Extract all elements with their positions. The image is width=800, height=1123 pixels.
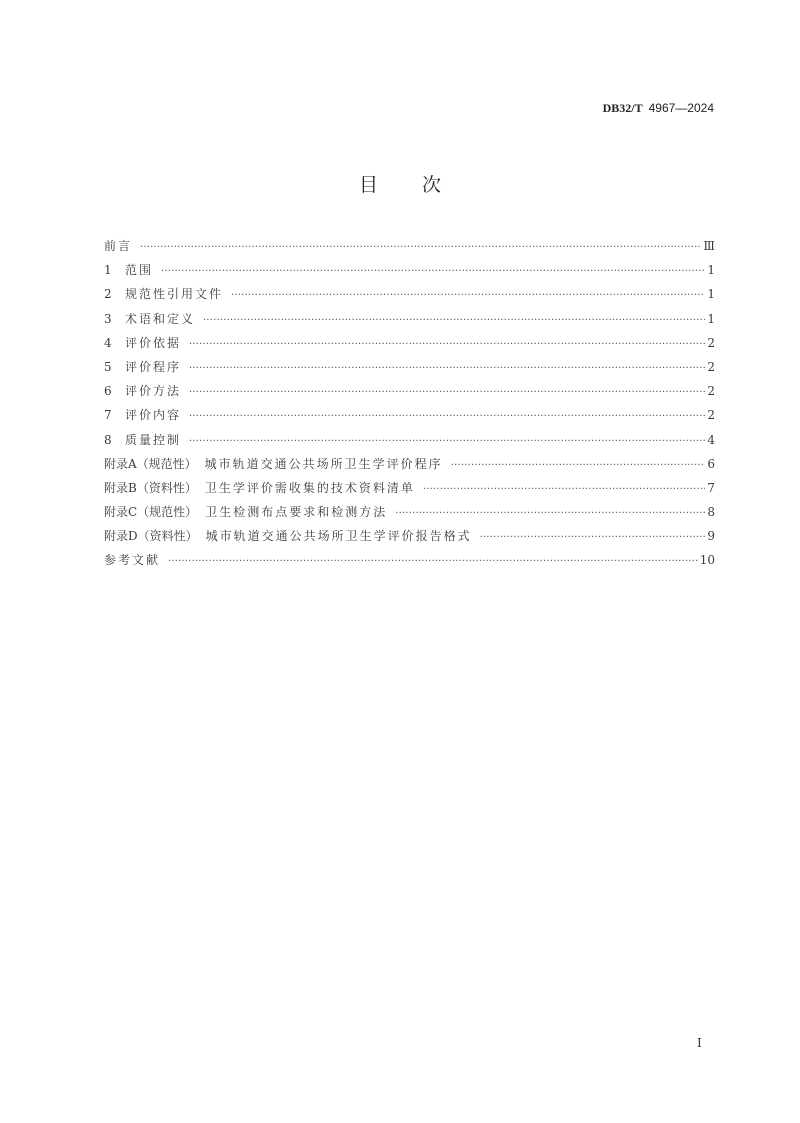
toc-entry-appendix-a[interactable] [104,452,715,476]
toc-entry-text: 评价内容 [125,408,182,423]
toc-entry-label [104,258,153,282]
toc-entry-label [104,476,415,500]
toc-entry-number: 7 [104,408,112,423]
toc-entry-number: 1 [104,263,112,278]
appendix-title: 城市轨道交通公共场所卫生学评价报告格式 [205,529,472,544]
toc-entry-appendix-b[interactable] [104,476,715,500]
toc-entry-page: 2 [707,335,715,350]
page-title [0,170,800,197]
toc-entry-page: 2 [707,408,715,423]
toc-entry-number: 6 [104,384,112,399]
toc-entry-page: 1 [707,263,715,278]
toc-entry-text: 术语和定义 [125,311,196,326]
toc-entry-label: 前言 [104,239,133,253]
document-code [603,101,714,116]
page-number: Ⅰ [697,1036,702,1050]
toc-entry-label [104,282,223,306]
appendix-title: 城市轨道交通公共场所卫生学评价程序 [204,456,443,471]
toc-entry-section-5[interactable] [104,355,715,379]
toc-entry-section-7[interactable] [104,403,715,427]
dot-leader [203,309,705,333]
toc-entry-page: 4 [707,432,715,447]
toc-entry-text: 评价程序 [125,359,182,374]
toc-entry-page: 9 [707,529,715,544]
document-code-number: 4967—2024 [648,101,714,115]
dot-leader [189,381,705,405]
toc-entry-references[interactable] [104,548,715,572]
toc-entry-number: 5 [104,359,112,374]
dot-leader [168,550,698,574]
dot-leader [189,405,705,429]
toc-entry-page: 2 [707,384,715,399]
dot-leader [189,430,705,454]
toc-entry-text: 规范性引用文件 [125,287,224,302]
toc-entry-text: 评价方法 [125,384,182,399]
dot-leader [140,236,701,260]
toc-entry-section-4[interactable] [104,331,715,355]
toc-entry-label [104,428,181,452]
toc-entry-number: 2 [104,287,112,302]
dot-leader [189,333,705,357]
dot-leader [189,357,705,381]
dot-leader [480,526,706,550]
toc-entry-section-3[interactable] [104,307,715,331]
toc-entry-label [104,524,472,548]
toc-entry-page: 1 [707,311,715,326]
toc-entry-foreword[interactable] [104,234,715,258]
toc-entry-number: 8 [104,432,112,447]
toc-entry-page: 6 [707,456,715,471]
toc-entry-section-6[interactable] [104,379,715,403]
dot-leader [423,478,706,502]
toc-entry-label [104,452,443,476]
toc-entry-text: 范围 [125,263,154,278]
toc-entry-page: Ⅲ [703,239,715,253]
toc-entry-section-2[interactable] [104,282,715,306]
toc-entry-page: 1 [707,287,715,302]
page-title-char-1: 目 [358,174,378,196]
toc-entry-page: 10 [699,553,715,568]
toc-entry-section-8[interactable] [104,428,715,452]
toc-entry-page: 2 [707,359,715,374]
appendix-title: 卫生检测布点要求和检测方法 [205,505,388,520]
dot-leader [451,454,706,478]
toc-entry-label [104,331,181,355]
toc-entry-text: 评价依据 [125,335,182,350]
appendix-title: 卫生学评价需收集的技术资料清单 [204,480,415,495]
dot-leader [161,260,705,284]
toc-entry-page: 8 [707,505,715,520]
toc-entry-appendix-d[interactable] [104,524,715,548]
table-of-contents [104,234,715,573]
appendix-prefix: 附录B（资料性） [104,480,197,495]
toc-entry-label [104,500,387,524]
toc-entry-text: 质量控制 [125,432,182,447]
toc-entry-page: 7 [707,480,715,495]
toc-entry-label [104,355,181,379]
toc-entry-number: 3 [104,311,112,326]
dot-leader [395,502,705,526]
toc-entry-label [104,403,181,427]
document-code-prefix: DB32/T [602,101,643,115]
page-title-char-2: 次 [422,174,442,196]
toc-entry-label [104,379,181,403]
appendix-prefix: 附录A（规范性） [104,456,197,471]
toc-entry-section-1[interactable] [104,258,715,282]
dot-leader [231,284,705,308]
toc-entry-label [104,307,195,331]
appendix-prefix: 附录C（规范性） [104,505,198,520]
toc-entry-appendix-c[interactable] [104,500,715,524]
appendix-prefix: 附录D（资料性） [104,529,198,544]
toc-entry-number: 4 [104,335,112,350]
toc-entry-label: 参考文献 [104,553,161,568]
